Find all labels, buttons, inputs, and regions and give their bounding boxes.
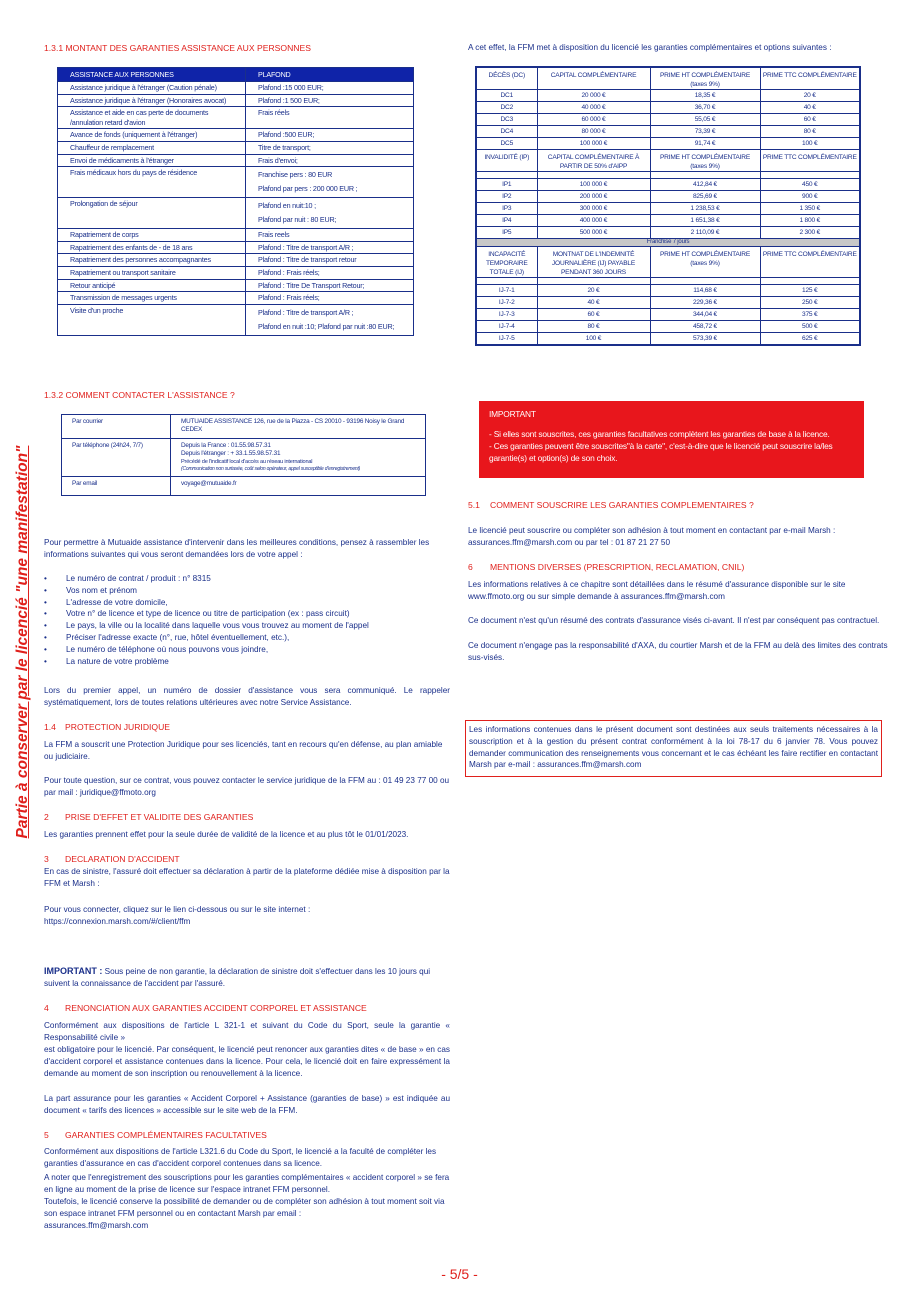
- table-cell: 458,72 €: [650, 321, 760, 333]
- table-row: [476, 321, 860, 333]
- section-label: COMMENT SOUSCRIRE LES GARANTIES COMPLEMENTAIRES ?: [490, 500, 754, 510]
- spacer-cell: [760, 172, 860, 179]
- table-row: [476, 138, 860, 150]
- table-row: [476, 333, 860, 346]
- section-title-4: [44, 1003, 367, 1013]
- section-label: RENONCIATION AUX GARANTIES ACCIDENT CORPOREL ET ASSISTANCE: [65, 1003, 367, 1013]
- s5-email[interactable]: assurances.ffm@marsh.com: [44, 1221, 149, 1230]
- table-cell: 40 €: [760, 102, 860, 114]
- table-cell: IJ-7-4: [476, 321, 537, 333]
- table-row: [476, 297, 860, 309]
- assistance-row: [58, 254, 414, 267]
- vertical-note: Partie à conserver par le licencié "une manifestation": [14, 445, 31, 839]
- assistance-label-cell: Visite d'un proche: [58, 304, 246, 335]
- assistance-ceiling-cell: Frais réels: [246, 107, 414, 129]
- assistance-ceiling-cell: Plafond en nuit:10 ; Plafond par nuit : 80 EUR;: [246, 198, 414, 229]
- table-row: [476, 309, 860, 321]
- table-row: [476, 203, 860, 215]
- s6-paragraph-1: Les informations relatives à ce chapitre sont détaillées dans le résumé d'assurance disponible sur le site www.ffmoto.org ou sur simple demande à assurances.ffm@marsh.com: [468, 580, 846, 601]
- important-box-title: IMPORTANT: [489, 409, 536, 419]
- table-cell: 1 238,53 €: [650, 203, 760, 215]
- declaration-link[interactable]: https://connexion.marsh.com/#/client/ffm: [44, 917, 191, 926]
- assistance-row: [58, 304, 414, 335]
- list-item: • Le numéro de contrat / produit : n° 8315: [44, 573, 450, 585]
- table-header-cell: PRIME TTC COMPLÉMENTAIRE: [760, 150, 860, 172]
- table-cell: 375 €: [760, 309, 860, 321]
- section-label: MENTIONS DIVERSES (PRESCRIPTION, RECLAMATION, CNIL): [490, 562, 745, 572]
- contact-email-value[interactable]: voyage@mutuaide.fr: [171, 476, 426, 495]
- assistance-row: [58, 266, 414, 279]
- first-call-paragraph: Lors du premier appel, un numéro de dossier d'assistance vous sera communiqué. Le rappeler systématiquement, lors de toutes relations ultérieures avec notre Service Assistance.: [44, 686, 450, 707]
- assistance-row: [58, 129, 414, 142]
- contact-phone-note2: (Communication non surtaxée, coût selon opérateur, appel susceptible d'enregistrement): [181, 465, 361, 472]
- table-cell: 1 651,38 €: [650, 215, 760, 227]
- assistance-row: [58, 279, 414, 292]
- assistance-label-cell: Rapatriement des personnes accompagnantes: [58, 254, 246, 267]
- table-cell: 100 000 €: [537, 138, 650, 150]
- table-cell: 40 €: [537, 297, 650, 309]
- table-header-cell: PRIME TTC COMPLÉMENTAIRE: [760, 67, 860, 90]
- table-cell: 73,39 €: [650, 126, 760, 138]
- section-number: 5: [44, 1130, 49, 1140]
- table-cell: 60 000 €: [537, 114, 650, 126]
- table-cell: 300 000 €: [537, 203, 650, 215]
- section-title-1-3-1: 1.3.1 MONTANT DES GARANTIES ASSISTANCE AUX PERSONNES: [44, 43, 311, 53]
- section-number: 3: [44, 854, 49, 864]
- ij-header-row: [476, 247, 860, 278]
- assistance-label-cell: Transmission de messages urgents: [58, 292, 246, 305]
- assistance-ceiling-cell: Plafond :15 000 EUR;: [246, 82, 414, 95]
- assistance-ceiling-cell: Plafond : Frais réels;: [246, 292, 414, 305]
- table-cell: IJ-7-1: [476, 285, 537, 297]
- section-number: 2: [44, 812, 49, 822]
- section-title-1-3-2: 1.3.2 COMMENT CONTACTER L'ASSISTANCE ?: [44, 390, 235, 400]
- table-row: [476, 191, 860, 203]
- assistance-label-cell: Assistance juridique à l'étranger (Caution pénale): [58, 82, 246, 95]
- s5-paragraph-3: Toutefois, le licencié conserve la possibilité de demander ou de compléter son adhésion à tout moment soit via son espace intranet FFM personnel ou en contactant Marsh par email :: [44, 1197, 445, 1218]
- table-cell: 573,39 €: [650, 333, 760, 346]
- franchise-band: Franchise 7 jours: [476, 239, 860, 247]
- s4-paragraph-2: est obligatoire pour le licencié. Par conséquent, le licencié peut renoncer aux garanties dites « de base » en cas d'accident corporel et assistance contenues dans la licence. Pour cela, le licencié doit en faire expressément la demande au moment de son inscription ou renouvellement à la licence.: [44, 1045, 450, 1078]
- assistance-ceiling-cell: Titre de transport;: [246, 141, 414, 154]
- section-label: GARANTIES COMPLÉMENTAIRES FACULTATIVES: [65, 1130, 267, 1140]
- important-box-line2: - Ces garanties peuvent être souscrites"à la carte", c'est-à-dire que le licencié peut souscrire la/les garantie(s) et option(s) de son choix.: [489, 441, 833, 463]
- table-row: [476, 90, 860, 102]
- assistance-ceiling-cell: Plafond : Frais réels;: [246, 266, 414, 279]
- table-header-cell: PRIME TTC COMPLÉMENTAIRE: [760, 247, 860, 278]
- table-header-cell: PRIME HT COMPLÉMENTAIRE (taxes 9%): [650, 67, 760, 90]
- table-cell: 18,35 €: [650, 90, 760, 102]
- table-header-cell: MONTNAT DE L'INDEMNITÉ JOURNALIÈRE (IJ) PAYABLE PENDANT 360 JOURS: [537, 247, 650, 278]
- table-cell: 100 000 €: [537, 179, 650, 191]
- table-row: [476, 285, 860, 297]
- list-item: • Le pays, la ville ou la localité dans laquelle vous vous trouvez au moment de l'appel: [44, 620, 450, 632]
- table-cell: 1 800 €: [760, 215, 860, 227]
- table-cell: IJ-7-2: [476, 297, 537, 309]
- section-title-2: [44, 812, 253, 822]
- assistance-row: [58, 107, 414, 129]
- table-row: [476, 227, 860, 239]
- s4-paragraph-1: Conformément aux dispositions de l'article L 321-1 et suivant du Code du Sport, seule la garantie « Responsabilité civile »: [44, 1021, 450, 1042]
- table-cell: 450 €: [760, 179, 860, 191]
- page-number: - 5/5 -: [441, 1266, 478, 1282]
- table-cell: 20 €: [537, 285, 650, 297]
- table-cell: 80 €: [537, 321, 650, 333]
- assistance-label-cell: Chauffeur de remplacement: [58, 141, 246, 154]
- ip-header-row: [476, 150, 860, 172]
- dc-header-row: [476, 67, 860, 90]
- assistance-row: [58, 141, 414, 154]
- assistance-ceiling-cell: Plafond : Titre de transport A/R ;: [246, 241, 414, 254]
- table-cell: 400 000 €: [537, 215, 650, 227]
- assistance-row: [58, 229, 414, 242]
- table-cell: DC2: [476, 102, 537, 114]
- guarantees-table: [475, 66, 861, 346]
- table-cell: 900 €: [760, 191, 860, 203]
- contact-email-label: Par email: [62, 476, 171, 495]
- table-header-cell: CAPITAL COMPLÉMENTAIRE À PARTIR DE 50% d'AIPP: [537, 150, 650, 172]
- important-box-line1: - Si elles sont souscrites, ces garanties facultatives complètent les garanties de base à la licence.: [489, 429, 830, 439]
- spacer-row: [476, 172, 860, 179]
- table-cell: 114,68 €: [650, 285, 760, 297]
- s6-paragraph-3: Ce document n'engage pas la responsabilité d'AXA, du courtier Marsh et de la FFM au delà des limites des contrats sus-visés.: [468, 641, 888, 662]
- important-label: IMPORTANT :: [44, 966, 103, 976]
- table-cell: DC3: [476, 114, 537, 126]
- s14-paragraph-2: Pour toute question, sur ce contrat, vous pouvez contacter le service juridique de la FFM au : 01 49 23 77 00 ou par mail : juridique@ffmoto.org: [44, 776, 450, 797]
- assistance-row: [58, 241, 414, 254]
- section-title-3: [44, 854, 180, 864]
- table-row: [476, 126, 860, 138]
- table-cell: IP5: [476, 227, 537, 239]
- table-cell: 125 €: [760, 285, 860, 297]
- table-header-cell: PRIME HT COMPLÉMENTAIRE (taxes 9%): [650, 247, 760, 278]
- table-cell: 500 000 €: [537, 227, 650, 239]
- spacer-row: [476, 278, 860, 285]
- contact-mail-value: MUTUAIDE ASSISTANCE 126, rue de la Piazza - CS 20010 - 93196 Noisy le Grand CEDEX: [171, 415, 426, 439]
- contact-phone-note1: Précédé de l'indicatif local d'accès au réseau international: [181, 458, 313, 465]
- assistance-label-cell: Assistance et aide en cas perte de documents /annulation retard d'avion: [58, 107, 246, 129]
- info-bullet-list: [44, 573, 450, 667]
- list-item: • Préciser l'adresse exacte (n°, rue, hôtel éventuellement, etc.),: [44, 632, 450, 644]
- assistance-ceiling-cell: Plafond : Titre de transport retour: [246, 254, 414, 267]
- contact-phone-label: Par téléphone (24h24, 7/7): [62, 438, 171, 476]
- contact-phone-abroad[interactable]: Depuis l'étranger : + 33.1.55.98.57.31: [181, 450, 281, 458]
- s5-paragraph-1: Conformément aux dispositions de l'article L321.6 du Code du Sport, le licencié a la faculté de compléter les garanties d'assurance en cas d'accident corporel contenues dans sa licence.: [44, 1147, 437, 1168]
- section-label: DECLARATION D'ACCIDENT: [65, 854, 180, 864]
- assistance-label-cell: Rapatriement ou transport sanitaire: [58, 266, 246, 279]
- table-header-cell: INCAPACITÉ TEMPORAIRE TOTALE (IJ): [476, 247, 537, 278]
- privacy-box: Les informations contenues dans le présent document sont destinées aux seuls traitements nécessaires à la souscription et à la gestion du présent contrat conformément à la loi 78-17 du 6 janvier 78. Vous pouvez demander communication des renseignements vous concernant et le cas échéant les faire rectifier en contactant Marsh par e-mail : assurances.ffm@marsh.com: [465, 720, 882, 777]
- s5-paragraph-2: A noter que l'enregistrement des souscriptions pour les garanties complémentaires « accident corporel » se fera en ligne au moment de la prise de licence sur l'espace intranet FFM personnel.: [44, 1173, 450, 1194]
- table-cell: 344,04 €: [650, 309, 760, 321]
- table-cell: 80 000 €: [537, 126, 650, 138]
- table-cell: IJ-7-3: [476, 309, 537, 321]
- s3-paragraph-2: Pour vous connecter, cliquez sur le lien ci-dessous ou sur le site internet :: [44, 905, 311, 914]
- s14-paragraph-1: La FFM a souscrit une Protection Juridique pour ses licenciés, tant en recours qu'en défense, au plan amiable ou judiciaire.: [44, 740, 443, 761]
- table-cell: IP4: [476, 215, 537, 227]
- assistance-row: [58, 82, 414, 95]
- table-cell: IP2: [476, 191, 537, 203]
- table-cell: 20 000 €: [537, 90, 650, 102]
- section-number: 6: [468, 562, 473, 572]
- assistance-row: [58, 198, 414, 229]
- important-notice: [44, 966, 450, 990]
- table-cell: 60 €: [760, 114, 860, 126]
- spacer-cell: [476, 172, 537, 179]
- assistance-ceiling-cell: Plafond : Titre de transport A/R ; Plafond en nuit :10; Plafond par nuit :80 EUR;: [246, 304, 414, 335]
- assistance-label-cell: Retour anticipé: [58, 279, 246, 292]
- table-cell: 60 €: [537, 309, 650, 321]
- s2-paragraph: Les garanties prennent effet pour la seule durée de validité de la licence et au plus tôt le 01/01/2023.: [44, 830, 409, 839]
- assistance-label-cell: Prolongation de séjour: [58, 198, 246, 229]
- table-cell: 412,84 €: [650, 179, 760, 191]
- table-cell: DC4: [476, 126, 537, 138]
- section-title-1-4: [44, 722, 170, 732]
- important-text: Sous peine de non garantie, la déclaration de sinistre doit s'effectuer dans les 10 jours qui suivent la connaissance de l'accident par l'assuré.: [44, 967, 431, 988]
- assistance-label-cell: Rapatriement de corps: [58, 229, 246, 242]
- section-number: 4: [44, 1003, 49, 1013]
- table-row: [476, 179, 860, 191]
- right-intro: A cet effet, la FFM met à disposition du licencié les garanties complémentaires et options suivantes :: [468, 43, 832, 52]
- table-cell: IP1: [476, 179, 537, 191]
- table-cell: 100 €: [760, 138, 860, 150]
- table-cell: 200 000 €: [537, 191, 650, 203]
- contact-table: [61, 414, 426, 496]
- s3-paragraph-1: En cas de sinistre, l'assuré doit effectuer sa déclaration à partir de la plateforme dédiée mise à disposition par la FFM et Marsh :: [44, 867, 450, 888]
- contact-phone-fr[interactable]: Depuis la France : 01.55.98.57.31: [181, 441, 271, 449]
- assistance-label-cell: Envoi de médicaments à l'étranger: [58, 154, 246, 167]
- table-cell: 2 300 €: [760, 227, 860, 239]
- table-cell: DC5: [476, 138, 537, 150]
- section-title-5-1: [468, 500, 754, 510]
- table-cell: 91,74 €: [650, 138, 760, 150]
- table-cell: 1 350 €: [760, 203, 860, 215]
- spacer-cell: [476, 278, 537, 285]
- table-cell: 20 €: [760, 90, 860, 102]
- assistance-ceiling-cell: Franchise pers : 80 EUR Plafond par pers : 200 000 EUR ;: [246, 167, 414, 198]
- list-item: • Votre n° de licence et type de licence ou titre de participation (ex : pass circuit): [44, 608, 450, 620]
- spacer-cell: [537, 172, 650, 179]
- table-cell: 40 000 €: [537, 102, 650, 114]
- table-cell: 55,05 €: [650, 114, 760, 126]
- spacer-cell: [760, 278, 860, 285]
- section-label: PROTECTION JURIDIQUE: [65, 722, 171, 732]
- table-cell: 825,69 €: [650, 191, 760, 203]
- s4-paragraph-3: La part assurance pour les garanties « Accident Corporel + Assistance (garanties de base) » est indiquée au document « tarifs des licences » accessible sur le site web de la FFM.: [44, 1094, 450, 1115]
- assistance-row: [58, 94, 414, 107]
- assistance-row: [58, 292, 414, 305]
- table-header-cell: DÉCÈS (DC): [476, 67, 537, 90]
- table-header-cell: INVALIDITÉ (IP): [476, 150, 537, 172]
- list-item: • Le numéro de téléphone où nous pouvons vous joindre,: [44, 644, 450, 656]
- contact-phone-cell: [171, 438, 426, 476]
- section-title-5: [44, 1130, 267, 1140]
- important-box: [479, 401, 864, 478]
- table-cell: 500 €: [760, 321, 860, 333]
- assistance-label-cell: Frais médicaux hors du pays de résidence: [58, 167, 246, 198]
- assistance-label-cell: Rapatriement des enfants de - de 18 ans: [58, 241, 246, 254]
- table-cell: IJ-7-5: [476, 333, 537, 346]
- assistance-ceiling-cell: Frais d'envoi;: [246, 154, 414, 167]
- section-number: 1.4: [44, 722, 56, 732]
- table-header-cell: CAPITAL COMPLÉMENTAIRE: [537, 67, 650, 90]
- table-cell: DC1: [476, 90, 537, 102]
- spacer-cell: [537, 278, 650, 285]
- assistance-row: [58, 154, 414, 167]
- table-cell: 250 €: [760, 297, 860, 309]
- table-cell: 80 €: [760, 126, 860, 138]
- assistance-row: [58, 167, 414, 198]
- table-row: [476, 102, 860, 114]
- assistance-table: [57, 67, 414, 336]
- list-item: • La nature de votre problème: [44, 656, 450, 668]
- table-row: [476, 215, 860, 227]
- spacer-cell: [650, 278, 760, 285]
- assistance-label-cell: Assistance juridique à l'étranger (Honoraires avocat): [58, 94, 246, 107]
- assistance-ceiling-cell: Frais reels: [246, 229, 414, 242]
- s51-paragraph: Le licencié peut souscrire ou compléter son adhésion à tout moment en contactant par e-mail Marsh : assurances.ffm@marsh.com ou par tel : 01 87 21 27 50: [468, 526, 836, 547]
- list-item: • Vos nom et prénom: [44, 585, 450, 597]
- section-title-6: [468, 562, 744, 572]
- contact-mail-label: Par courrier: [62, 415, 171, 439]
- table-cell: 2 110,09 €: [650, 227, 760, 239]
- assistance-ceiling-cell: Plafond :1 500 EUR;: [246, 94, 414, 107]
- assistance-header-col1: ASSISTANCE AUX PERSONNES: [58, 68, 246, 82]
- section-label: PRISE D'EFFET ET VALIDITE DES GARANTIES: [65, 812, 254, 822]
- assistance-ceiling-cell: Plafond :500 EUR;: [246, 129, 414, 142]
- table-cell: 229,36 €: [650, 297, 760, 309]
- table-row: [476, 114, 860, 126]
- table-cell: 36,70 €: [650, 102, 760, 114]
- s6-paragraph-2: Ce document n'est qu'un résumé des contrats d'assurance visés ci-avant. Il n'est par conséquent pas contractuel.: [468, 616, 880, 625]
- assistance-ceiling-cell: Plafond : Titre De Transport Retour;: [246, 279, 414, 292]
- franchise-row: [476, 239, 860, 247]
- list-item: • L'adresse de votre domicile,: [44, 597, 450, 609]
- table-cell: 100 €: [537, 333, 650, 346]
- section-number: 5.1: [468, 500, 480, 510]
- assistance-label-cell: Avance de fonds (uniquement à l'étranger): [58, 129, 246, 142]
- spacer-cell: [650, 172, 760, 179]
- table-header-cell: PRIME HT COMPLÉMENTAIRE (taxes 9%): [650, 150, 760, 172]
- table-cell: 625 €: [760, 333, 860, 346]
- intro-paragraph: Pour permettre à Mutuaide assistance d'intervenir dans les meilleures conditions, pensez à rassembler les informations suivantes qui vous seront demandées lors de votre appel :: [44, 538, 430, 559]
- assistance-header-col2: PLAFOND: [246, 68, 414, 82]
- table-cell: IP3: [476, 203, 537, 215]
